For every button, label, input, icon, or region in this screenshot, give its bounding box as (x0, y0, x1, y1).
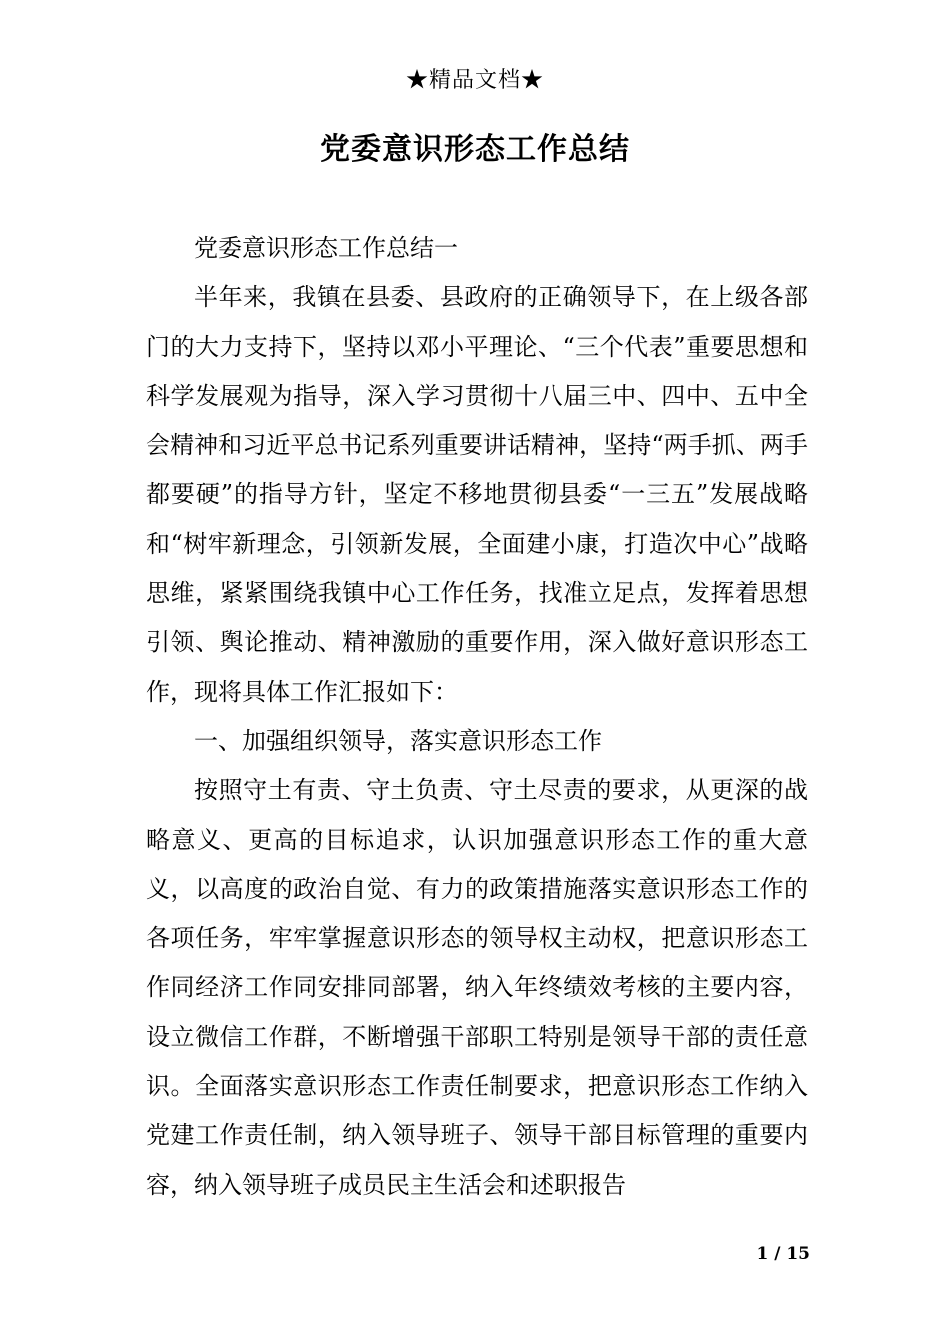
page-header: ★精品文档★ (405, 68, 544, 93)
body-paragraph: 按照守土有责、守土负责、守土尽责的要求，从更深的战略意义、更高的目标追求，认识加强意识形态工作的重大意义，以高度的政治自觉、有力的政策措施落实意识形态工作的各项任务，牢牢掌握意识形态的领导权主动权，把意识形态工作同经济工作同安排同部署，纳入年终绩效考核的主要内容，设立微信工作群，不断增强干部职工特别是领导干部的责任意识。全面落实意识形态工作责任制要求，把意识形态工作纳入党建工作责任制，纳入领导班子、领导干部目标管理的重要内容，纳入领导班子成员民主生活会和述职报告 (146, 776, 808, 1199)
body-paragraph: 半年来，我镇在县委、县政府的正确领导下，在上级各部门的大力支持下，坚持以邓小平理论、“三个代表”重要思想和科学发展观为指导，深入学习贯彻十八届三中、四中、五中全会精神和习近平总书记系列重要讲话精神，坚持“两手抓、两手都要硬”的指导方针，坚定不移地贯彻县委“一三五”发展战略和“树牢新理念，引领新发展，全面建小康，打造次中心”战略思维，紧紧围绕我镇中心工作任务，找准立足点，发挥着思想引领、舆论推动、精神激励的重要作用，深入做好意识形态工作，现将具体工作汇报如下： (146, 283, 808, 706)
document-title: 党委意识形态工作总结 (320, 132, 630, 167)
document-body (146, 224, 808, 1210)
section-subheading: 一、加强组织领导，落实意识形态工作 (194, 726, 602, 755)
page-number: 1 / 15 (756, 1244, 810, 1264)
section-heading: 党委意识形态工作总结一 (194, 234, 458, 262)
